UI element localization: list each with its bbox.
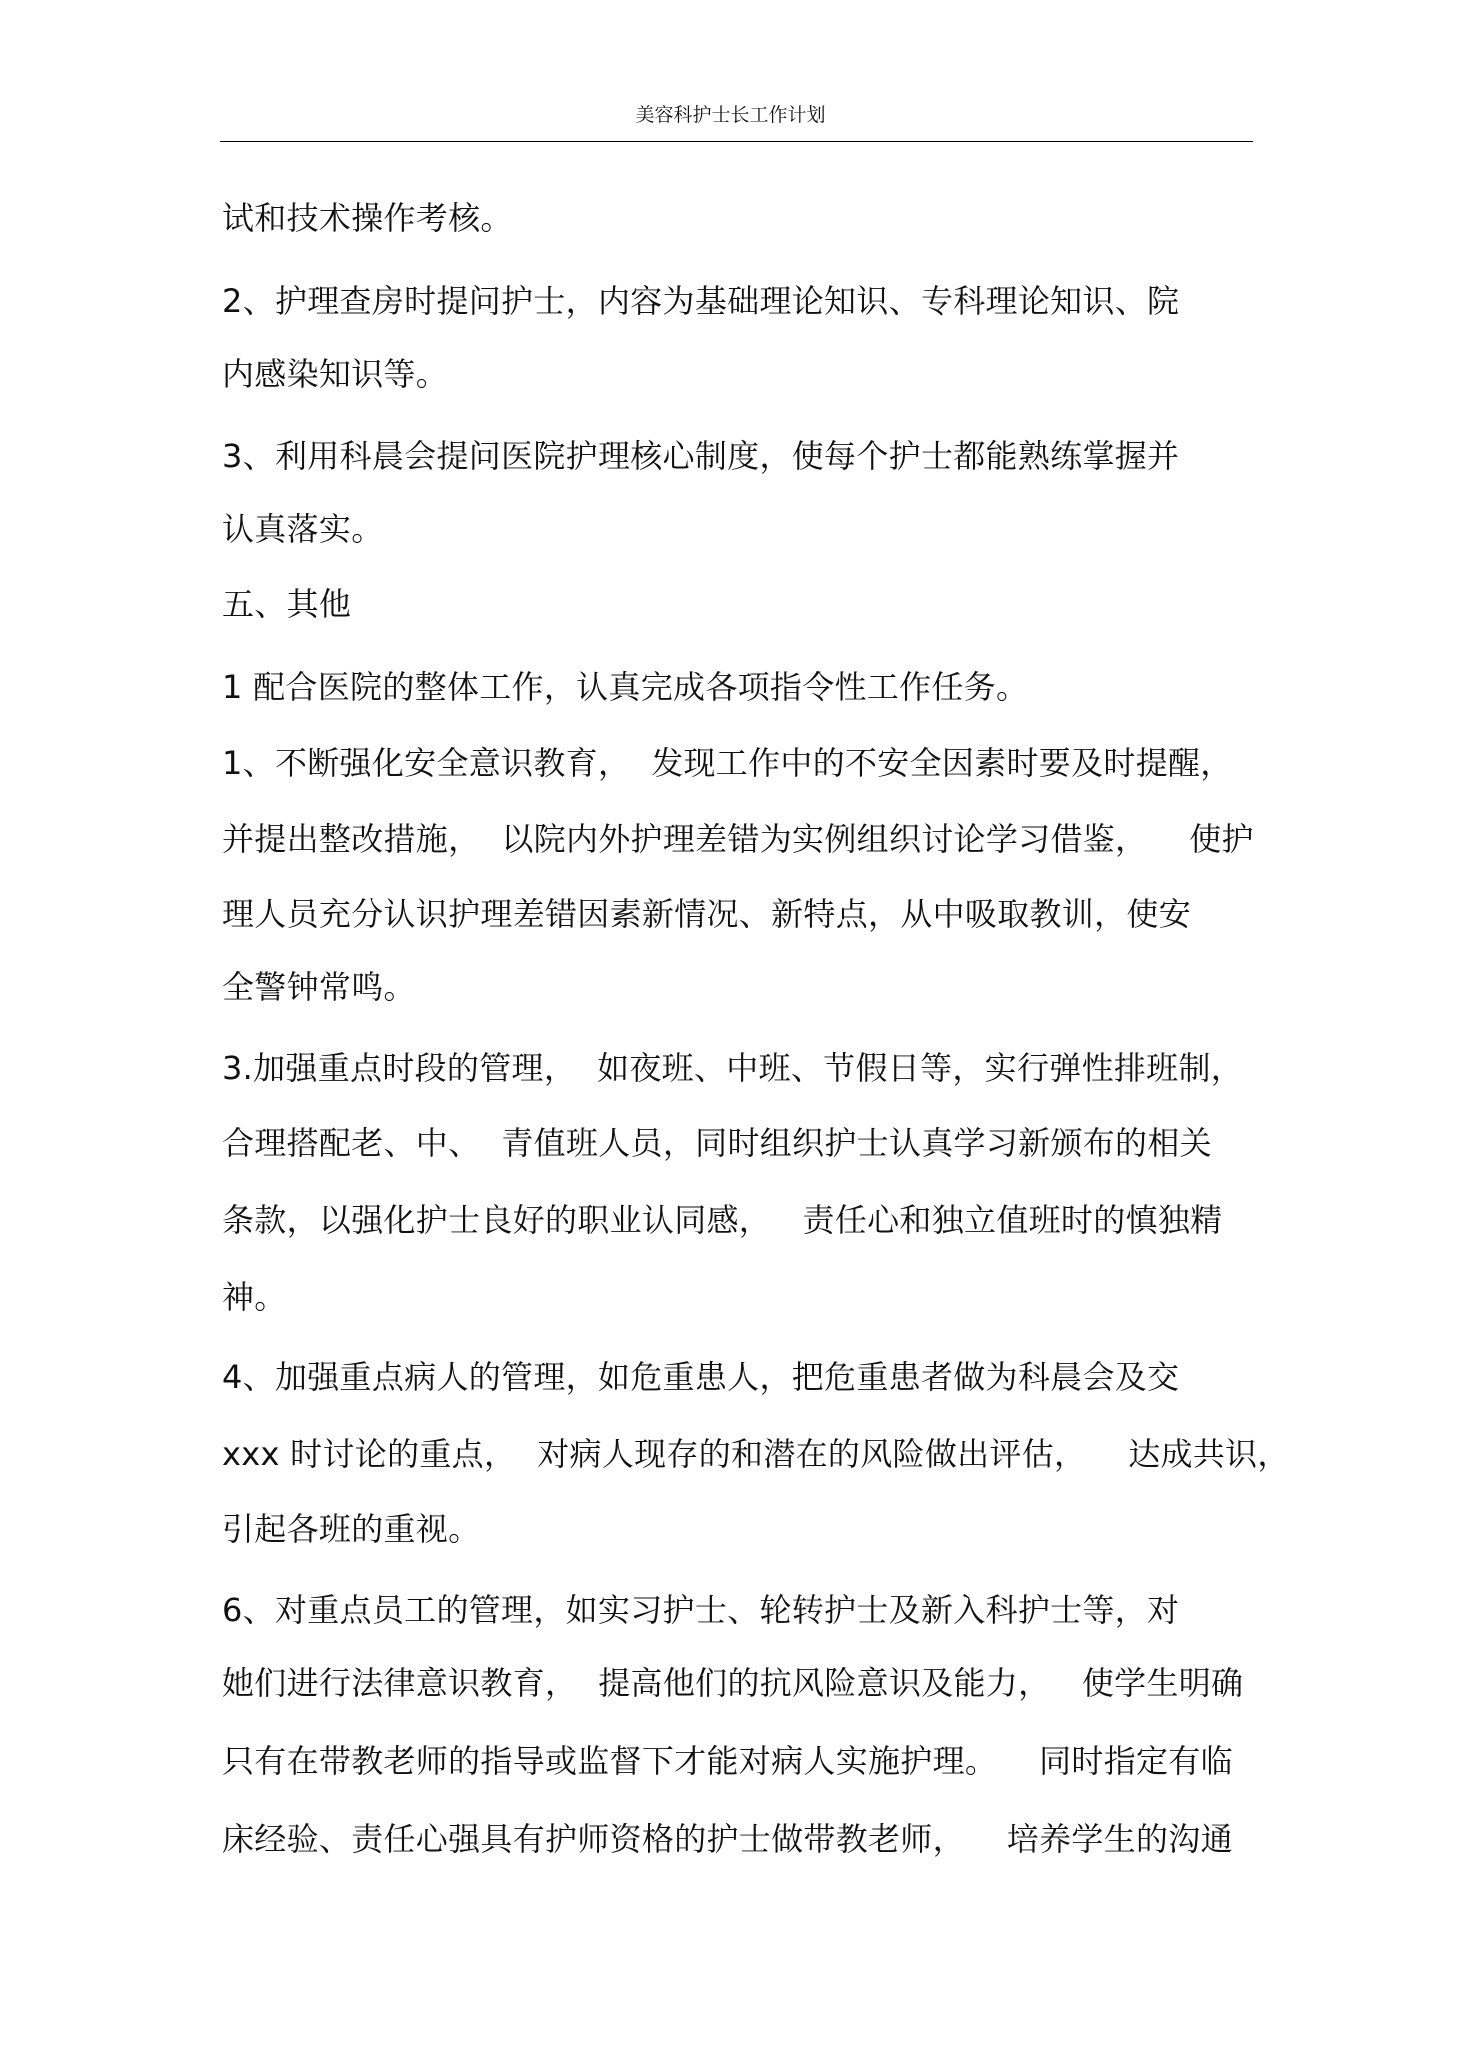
text-line: 床经验、责任心强具有护师资格的护士做带教老师， 培养学生的沟通: [222, 1820, 1233, 1858]
text-line: 试和技术操作考核。: [222, 199, 513, 237]
text-line: 神。: [222, 1278, 287, 1316]
text-line: 4、加强重点病人的管理，如危重患人，把危重患者做为科晨会及交: [222, 1358, 1180, 1396]
text-line: 合理搭配老、中、 青值班人员，同时组织护士认真学习新颁布的相关: [222, 1124, 1212, 1162]
header-divider: [220, 141, 1253, 142]
text-line: 3.加强重点时段的管理， 如夜班、中班、节假日等，实行弹性排班制，: [222, 1049, 1244, 1087]
text-line: 2、护理查房时提问护士，内容为基础理论知识、专科理论知识、院: [222, 282, 1180, 320]
text-line: 只有在带教老师的指导或监督下才能对病人实施护理。 同时指定有临: [222, 1742, 1233, 1780]
text-line: 3、利用科晨会提问医院护理核心制度，使每个护士都能熟练掌握并: [222, 437, 1180, 475]
text-line: 1、不断强化安全意识教育， 发现工作中的不安全因素时要及时提醒，: [222, 744, 1233, 782]
text-line: 全警钟常鸣。: [222, 968, 416, 1006]
text-line: xxx 时讨论的重点， 对病人现存的和潜在的风险做出评估， 达成共识，: [222, 1435, 1290, 1473]
text-line: 她们进行法律意识教育， 提高他们的抗风险意识及能力， 使学生明确: [222, 1664, 1244, 1702]
text-line: 并提出整改措施， 以院内外护理差错为实例组织讨论学习借鉴， 使护: [222, 820, 1254, 858]
text-line: 内感染知识等。: [222, 355, 449, 393]
text-line: 6、对重点员工的管理，如实习护士、轮转护士及新入科护士等，对: [222, 1591, 1180, 1629]
text-line: 认真落实。: [222, 510, 384, 548]
header-title: 美容科护士长工作计划: [635, 104, 826, 126]
text-line: 1 配合医院的整体工作，认真完成各项指令性工作任务。: [222, 668, 1029, 706]
text-line: 理人员充分认识护理差错因素新情况、新特点，从中吸取教训，使安: [222, 895, 1192, 933]
text-line: 引起各班的重视。: [222, 1510, 481, 1548]
section-heading: 五、其他: [222, 585, 352, 623]
text-line: 条款，以强化护士良好的职业认同感， 责任心和独立值班时的慎独精: [222, 1201, 1223, 1239]
